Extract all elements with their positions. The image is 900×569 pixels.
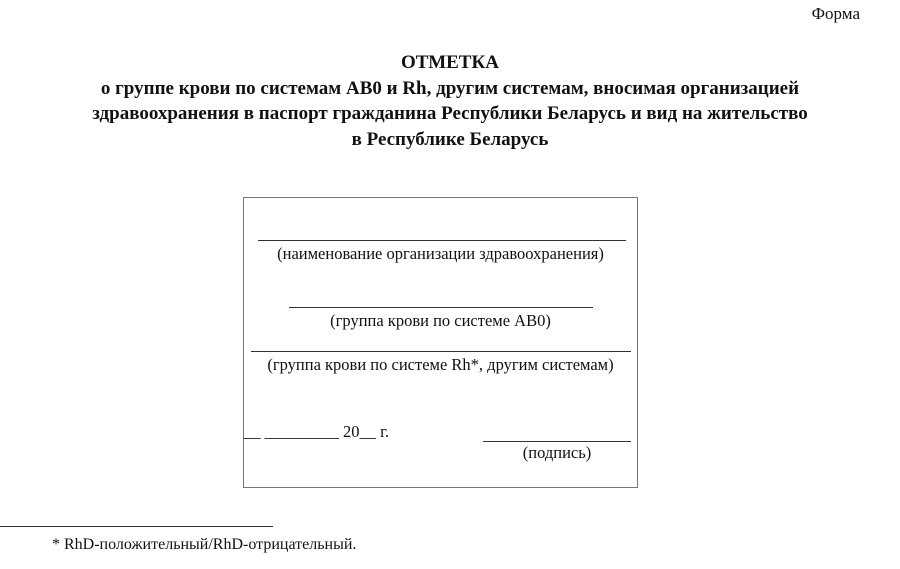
rh-caption: (группа крови по системе Rh*, другим системам) bbox=[267, 355, 614, 374]
title-line-3: в Республике Беларусь bbox=[351, 128, 549, 150]
footnote-divider bbox=[0, 526, 273, 527]
title-line-2: здравоохранения в паспорт гражданина Республики Беларусь и вид на жительство bbox=[92, 103, 808, 124]
organization-caption: (наименование организации здравоохранения) bbox=[277, 244, 604, 263]
ab0-caption: (группа крови по системе АВ0) bbox=[330, 311, 551, 330]
signature-field-line[interactable] bbox=[483, 441, 631, 442]
date-field[interactable]: __ _________ 20__ г. bbox=[244, 422, 390, 441]
document-title bbox=[0, 50, 900, 152]
footnote: * RhD-положительный/RhD-отрицательный. bbox=[52, 536, 357, 553]
title-heading: ОТМЕТКА bbox=[401, 52, 499, 73]
stamp-box bbox=[243, 197, 638, 488]
signature-caption: (подпись) bbox=[522, 443, 592, 462]
rh-field-line[interactable] bbox=[251, 351, 631, 352]
ab0-field-line[interactable] bbox=[289, 307, 593, 308]
title-line-1: о группе крови по системам АВ0 и Rh, другим системам, вносимая организацией bbox=[100, 77, 800, 99]
organization-field-line[interactable] bbox=[258, 240, 626, 241]
form-label: Форма bbox=[811, 4, 860, 23]
